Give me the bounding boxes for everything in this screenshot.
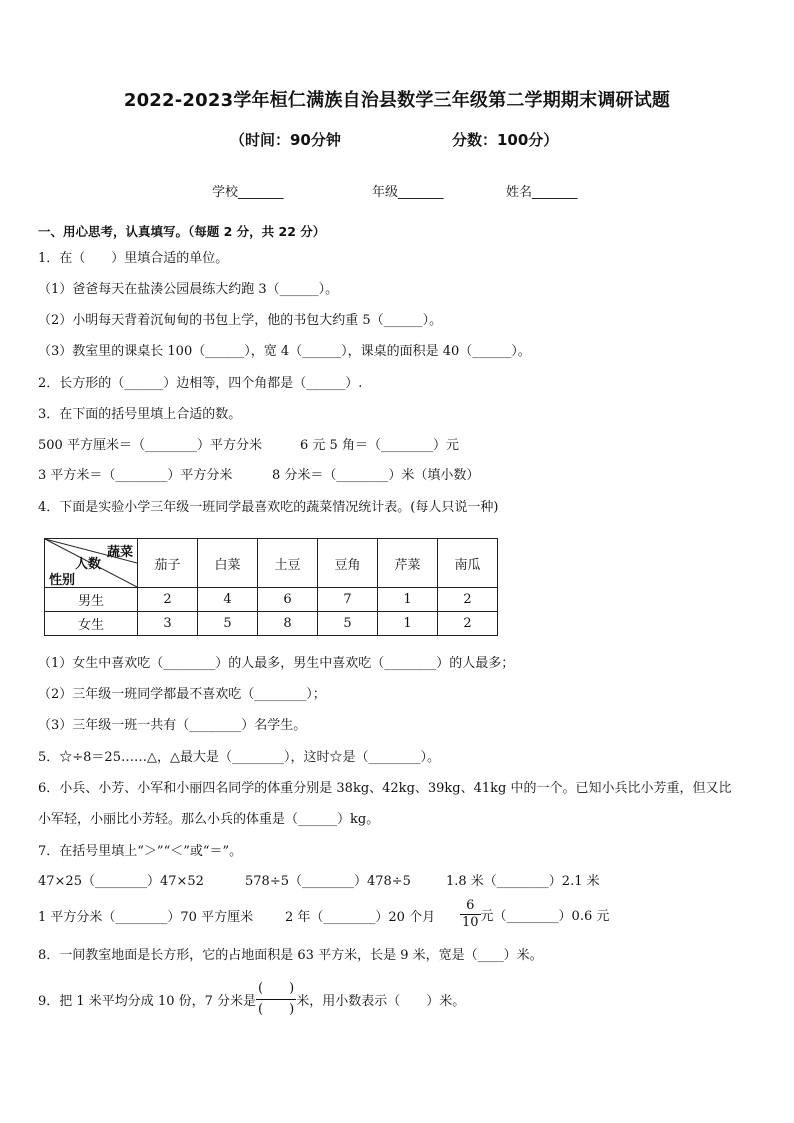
q2-text: 2．长方形的（______）边相等，四个角都是（______）. — [38, 376, 363, 391]
table-cell: 2 — [138, 588, 198, 612]
q7-row1c: 1.8 米（________）2.1 米 — [446, 874, 600, 889]
section-heading: 一、用心思考，认真填写。（每题 2 分，共 22 分） — [38, 224, 326, 239]
table-cell: 1 — [378, 612, 438, 636]
q7-row1a: 47×25（________）47×52 — [38, 874, 204, 889]
table-cell: 1 — [378, 588, 438, 612]
q9-pre: 9．把 1 米平均分成 10 份，7 分米是 — [38, 994, 257, 1009]
table-cell: 7 — [318, 588, 378, 612]
page-title: 2022-2023学年桓仁满族自治县数学三年级第二学期期末调研试题 — [123, 90, 671, 111]
fraction-denominator: ( ) — [258, 1002, 295, 1017]
q7-row2c-text: 元（________）0.6 元 — [480, 909, 610, 924]
table-cell: 3 — [138, 612, 198, 636]
column-header: 白菜 — [198, 539, 258, 588]
column-header: 南瓜 — [438, 539, 498, 588]
q1-part1: （1）爸爸每天在盐湊公园晨练大约跑 3（______）。 — [38, 282, 339, 297]
q8-text: 8．一间教室地面是长方形，它的占地面积是 63 平方米，长是 9 米，宽是（____）米。 — [38, 948, 543, 963]
q7-row1b: 578÷5（________）478÷5 — [245, 874, 411, 889]
table-cell: 4 — [198, 588, 258, 612]
fraction-numerator: 6 — [460, 898, 481, 915]
q3-line2a: 3 平方米＝（________）平方分米 — [38, 468, 233, 483]
fraction — [256, 979, 296, 1020]
q4-part2: （2）三年级一班同学都最不喜欢吃（________）； — [38, 687, 326, 702]
row-label: 女生 — [45, 612, 138, 636]
name-field[interactable]: 姓名_______ — [506, 185, 578, 200]
q4-stem: 4．下面是实验小学三年级一班同学最喜欢吃的蔬菜情况统计表。(每人只说一种) — [38, 500, 499, 515]
fraction-denominator: 10 — [462, 915, 479, 930]
exam-time: （时间：90分钟 — [230, 131, 341, 149]
column-header: 茄子 — [138, 539, 198, 588]
column-header: 豆角 — [318, 539, 378, 588]
q1-stem: 1．在（ ）里填合适的单位。 — [38, 251, 229, 266]
q9-post: 米，用小数表示（ ）米。 — [296, 994, 466, 1009]
q1-part2: （2）小明每天背着沉甸甸的书包上学，他的书包大约重 5（______）。 — [38, 313, 443, 328]
corner-label-gender: 性别 — [49, 573, 76, 588]
column-header: 土豆 — [258, 539, 318, 588]
q3-line2b: 8 分米＝（________）米（填小数） — [272, 468, 480, 483]
q3-line1a: 500 平方厘米＝（________）平方分米 — [38, 438, 262, 453]
table-cell: 5 — [318, 612, 378, 636]
q6-line2: 小军轻，小丽比小芳轻。那么小兵的体重是（______）kg。 — [38, 812, 380, 827]
table-corner — [45, 539, 138, 588]
corner-label-veg: 蔬菜 — [106, 545, 133, 560]
table-cell: 6 — [258, 588, 318, 612]
school-field[interactable]: 学校_______ — [212, 185, 284, 200]
q7-row2a: 1 平方分米（________）70 平方厘米 — [38, 910, 254, 925]
table-row — [45, 588, 498, 612]
q5-text: 5．☆÷8＝25……△，△最大是（________），这时☆是（________）。 — [38, 750, 440, 765]
q7-row2b: 2 年（________）20 个月 — [285, 910, 436, 925]
corner-label-count: 人数 — [75, 557, 102, 572]
q1-part3: （3）教室里的课桌长 100（______），宽 4（______），课桌的面积是 40（______）。 — [38, 344, 531, 359]
q3-stem: 3．在下面的括号里填上合适的数。 — [38, 407, 242, 422]
q3-line1b: 6 元 5 角＝（________）元 — [300, 438, 459, 453]
table-cell: 8 — [258, 612, 318, 636]
q7-stem: 7．在括号里填上“＞”“＜”或“＝”。 — [38, 844, 243, 859]
fraction — [460, 898, 481, 931]
column-header: 芹菜 — [378, 539, 438, 588]
q6-line1: 6．小兵、小芳、小军和小丽四名同学的体重分别是 38kg、42kg、39kg、41kg 中的一个。已知小兵比小芳重，但又比 — [38, 781, 732, 796]
table-cell: 5 — [198, 612, 258, 636]
exam-score: 分数：100分） — [452, 131, 559, 149]
table-row — [45, 612, 498, 636]
q7-row2c — [460, 898, 609, 931]
table-cell: 2 — [438, 588, 498, 612]
fraction-numerator: ( ) — [256, 979, 296, 1000]
grade-field[interactable]: 年级_______ — [372, 185, 444, 200]
q4-part1: （1）女生中喜欢吃（________）的人最多，男生中喜欢吃（________）的人最多； — [38, 656, 515, 671]
table-cell: 2 — [438, 612, 498, 636]
row-label: 男生 — [45, 588, 138, 612]
vegetable-table — [44, 538, 498, 636]
q9-line — [38, 979, 465, 1020]
q4-part3: （3）三年级一班一共有（________）名学生。 — [38, 718, 307, 733]
